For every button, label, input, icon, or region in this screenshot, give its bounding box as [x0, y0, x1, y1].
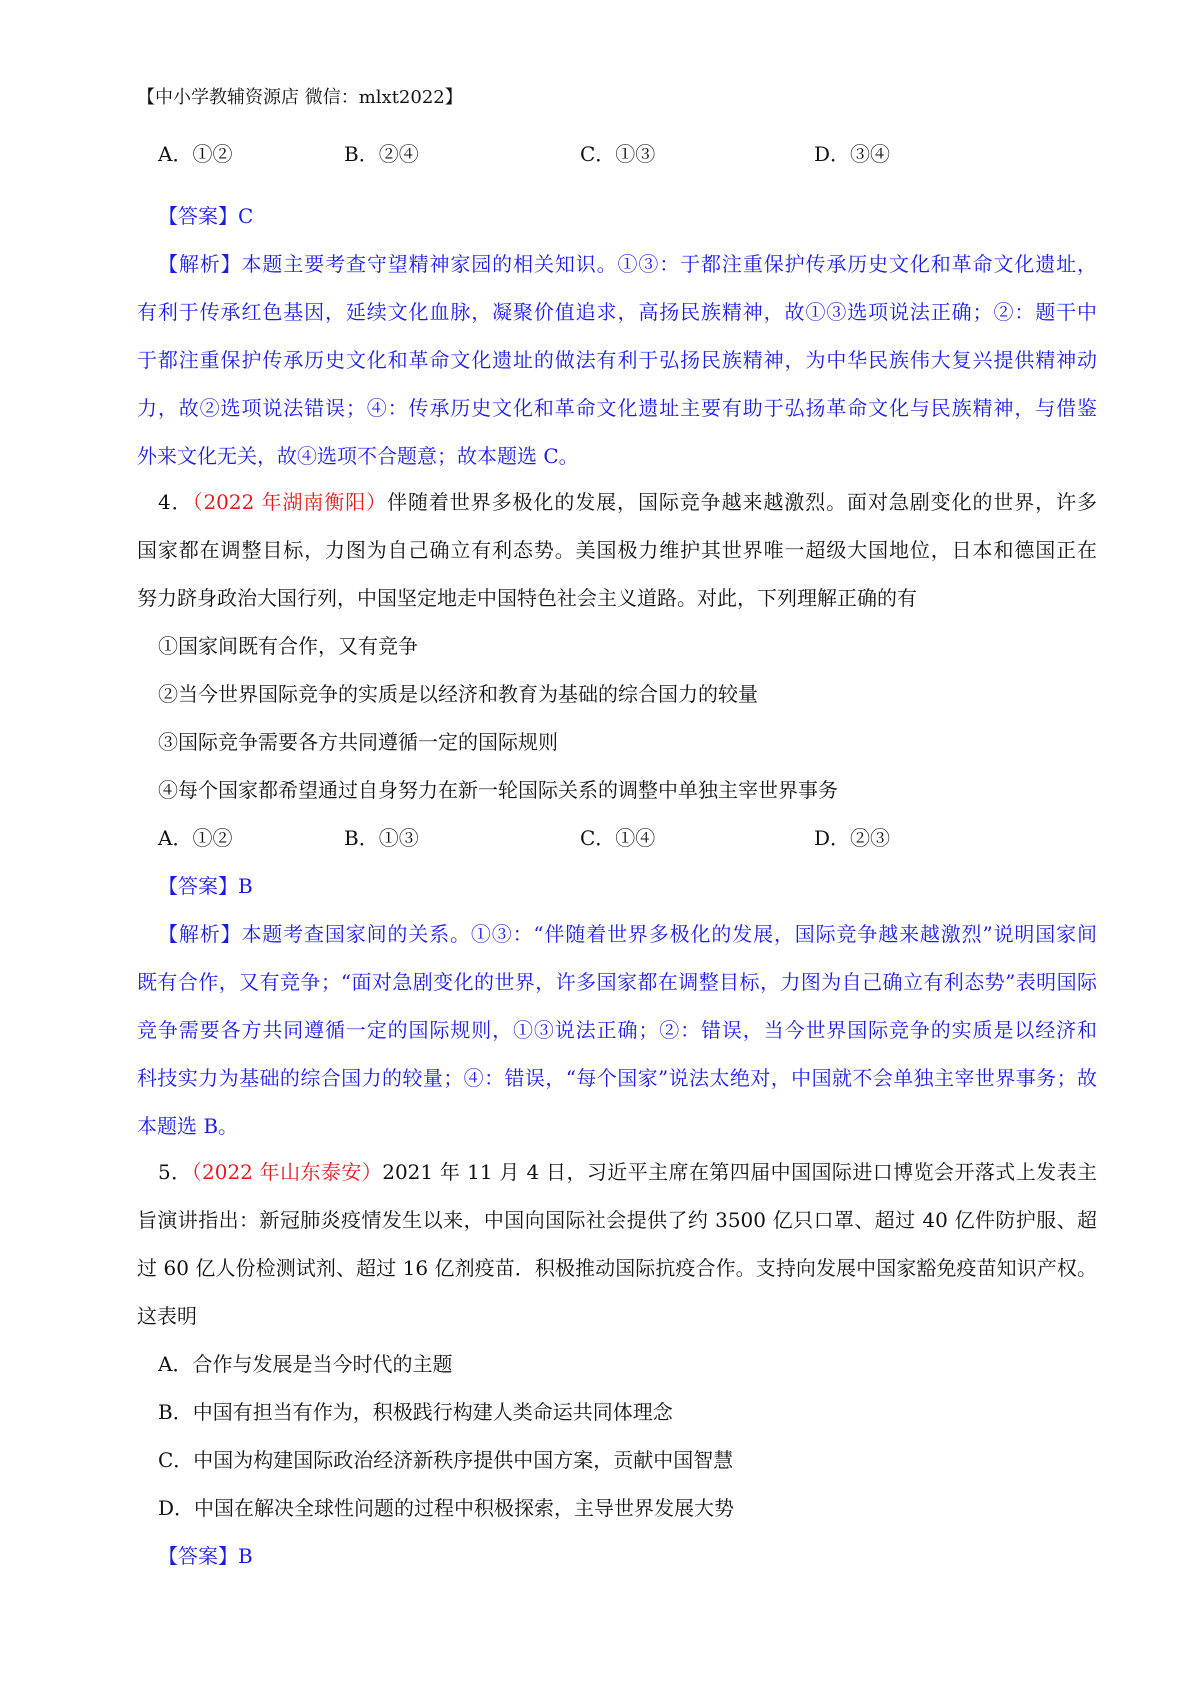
- q4-option-c: C．①④: [580, 826, 656, 850]
- q4-answer: [158, 872, 1118, 900]
- analysis-line: 科技实力为基础的综合国力的较量；④：错误，“每个国家”说法太绝对，中国就不会单独主宰世界事务；故: [137, 1066, 1097, 1090]
- q5-stem-line: 5．（2022 年山东泰安）2021 年 11 月 4 日，习近平主席在第四届中国国际进口博览会开落式上发表主: [158, 1160, 1097, 1184]
- analysis-line: 力，故②选项说法错误；④：传承历史文化和革命文化遗址主要有助于弘扬革命文化与民族精神，与借鉴: [137, 396, 1097, 420]
- q3-option-a: A．①②: [158, 142, 233, 166]
- question-number: 4．: [158, 490, 193, 514]
- analysis-line: 于都注重保护传承历史文化和革命文化遗址的做法有利于弘扬民族精神，为中华民族伟大复兴提供精神动: [137, 348, 1097, 372]
- analysis-tag: 【解析】: [158, 922, 242, 946]
- q5-option-c: C．中国为构建国际政治经济新秩序提供中国方案，贡献中国智慧: [158, 1448, 734, 1472]
- analysis-line: 竞争需要各方共同遵循一定的国际规则，①③说法正确；②：错误，当今世界国际竞争的实质是以经济和: [137, 1018, 1097, 1042]
- question-number: 5．: [158, 1160, 192, 1184]
- q4-statement: ①国家间既有合作，又有竞争: [158, 634, 418, 658]
- q4-stem-line: 努力跻身政治大国行列，中国坚定地走中国特色社会主义道路。对此，下列理解正确的有: [137, 586, 917, 610]
- analysis-line: 外来文化无关，故④选项不合题意；故本题选 C。: [137, 444, 579, 468]
- analysis-line: 【解析】本题考查国家间的关系。①③：“伴随着世界多极化的发展，国际竞争越来越激烈”说明国家间: [158, 922, 1098, 946]
- q5-answer: [158, 1542, 1118, 1570]
- analysis-line: 本题选 B。: [137, 1114, 239, 1138]
- q4-statement: ②当今世界国际竞争的实质是以经济和教育为基础的综合国力的较量: [158, 682, 758, 706]
- q3-answer: [158, 202, 1118, 230]
- q3-option-d: D．③④: [814, 142, 891, 166]
- q5-option-d: D．中国在解决全球性问题的过程中积极探索，主导世界发展大势: [158, 1496, 735, 1520]
- q5-option-b: B．中国有担当有作为，积极践行构建人类命运共同体理念: [158, 1400, 673, 1424]
- page-header: 【中小学教辅资源店 微信：mlxt2022】: [137, 87, 463, 108]
- q4-option-b: B．①③: [344, 826, 419, 850]
- analysis-line: 有利于传承红色基因，延续文化血脉，凝聚价值追求，高扬民族精神，故①③选项说法正确；②：题干中: [137, 300, 1097, 324]
- q5-stem-line: 过 60 亿人份检测试剂、超过 16 亿剂疫苗．积极推动国际抗疫合作。支持向发展中国家豁免疫苗知识产权。: [137, 1256, 1097, 1280]
- answer-tag: 【答案】: [158, 1544, 238, 1568]
- answer-value: B: [238, 874, 253, 898]
- question-source: （2022 年山东泰安）: [191, 1160, 383, 1184]
- q5-stem-line: 这表明: [137, 1304, 197, 1328]
- q5-stem-line: 旨演讲指出：新冠肺炎疫情发生以来，中国向国际社会提供了约 3500 亿只口罩、超过 40 亿件防护服、超: [137, 1208, 1097, 1232]
- q4-option-d: D．②③: [814, 826, 891, 850]
- q3-option-c: C．①③: [580, 142, 656, 166]
- q4-statement: ③国际竞争需要各方共同遵循一定的国际规则: [158, 730, 558, 754]
- answer-value: B: [238, 1544, 253, 1568]
- q4-option-a: A．①②: [158, 826, 233, 850]
- q4-stem-line: 4．（2022 年湖南衡阳）伴随着世界多极化的发展，国际竞争越来越激烈。面对急剧变化的世界，许多: [158, 490, 1097, 514]
- answer-tag: 【答案】: [158, 874, 238, 898]
- q4-statement: ④每个国家都希望通过自身努力在新一轮国际关系的调整中单独主宰世界事务: [158, 778, 838, 802]
- q3-option-b: B．②④: [344, 142, 419, 166]
- answer-value: C: [238, 204, 254, 228]
- q5-option-a: A．合作与发展是当今时代的主题: [158, 1352, 453, 1376]
- analysis-line: 【解析】本题主要考查守望精神家园的相关知识。①③：于都注重保护传承历史文化和革命文化遗址，: [158, 252, 1098, 276]
- q4-stem-line: 国家都在调整目标，力图为自己确立有利态势。美国极力维护其世界唯一超级大国地位，日本和德国正在: [137, 538, 1097, 562]
- question-source: （2022 年湖南衡阳）: [192, 490, 388, 514]
- analysis-line: 既有合作，又有竞争；“面对急剧变化的世界，许多国家都在调整目标，力图为自己确立有利态势”表明国际: [137, 970, 1097, 994]
- analysis-tag: 【解析】: [158, 252, 242, 276]
- answer-tag: 【答案】: [158, 204, 238, 228]
